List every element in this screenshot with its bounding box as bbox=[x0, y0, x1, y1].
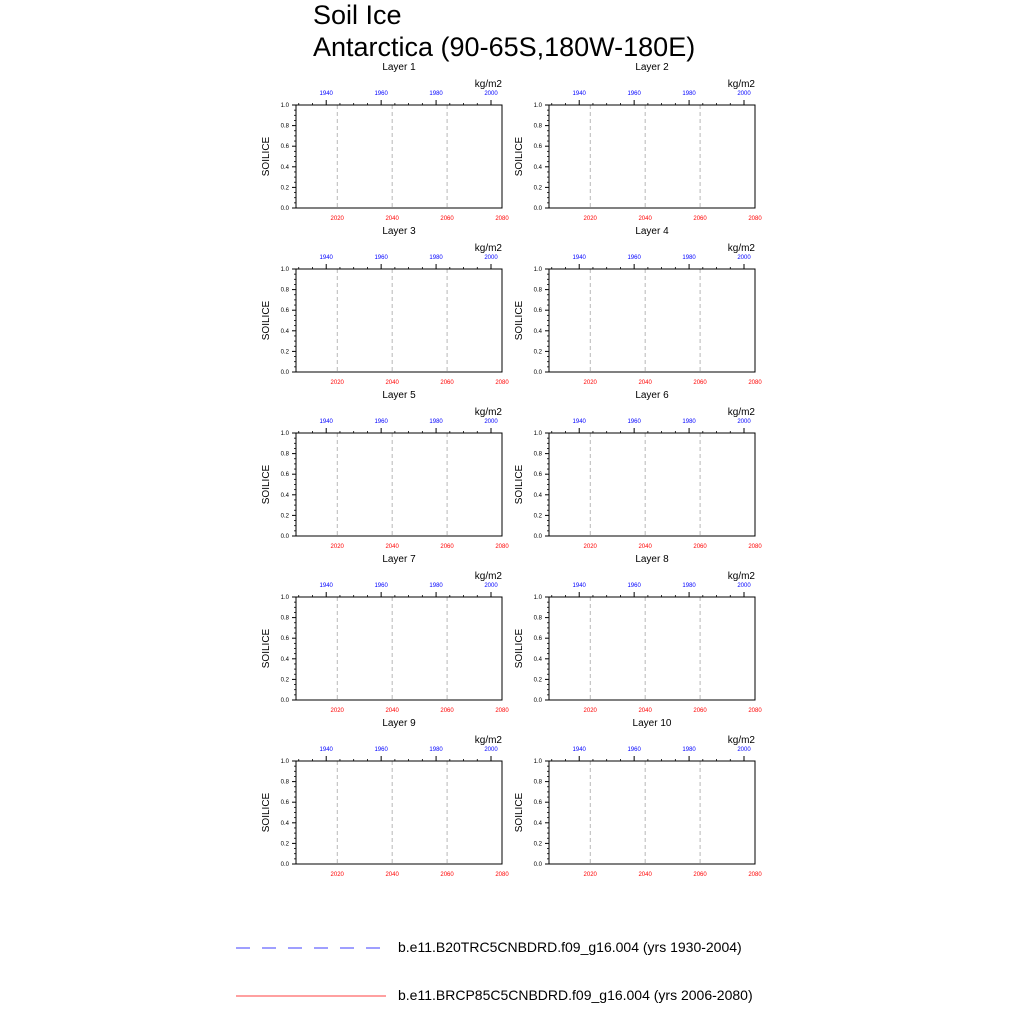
x-bottom-tick-label: 2020 bbox=[583, 708, 597, 714]
y-axis-label: SOILICE bbox=[261, 792, 272, 833]
y-tick-label: 0.2 bbox=[280, 677, 289, 684]
x-top-tick-label: 2000 bbox=[484, 419, 498, 425]
x-top-tick-label: 1940 bbox=[572, 583, 586, 589]
y-tick-label: 0.0 bbox=[280, 370, 289, 376]
y-tick-label: 0.6 bbox=[533, 636, 542, 643]
x-bottom-tick-label: 2080 bbox=[748, 216, 762, 222]
panel-title: Layer 3 bbox=[382, 226, 416, 237]
y-axis-label: SOILICE bbox=[514, 464, 525, 505]
y-tick-label: 1.0 bbox=[280, 759, 289, 765]
x-bottom-tick-label: 2080 bbox=[495, 216, 509, 222]
x-top-tick-label: 1960 bbox=[627, 747, 641, 753]
units-label: kg/m2 bbox=[727, 735, 755, 746]
panel-title: Layer 10 bbox=[632, 718, 672, 729]
units-label: kg/m2 bbox=[727, 79, 755, 90]
x-bottom-tick-label: 2080 bbox=[495, 544, 509, 550]
x-bottom-tick-label: 2060 bbox=[693, 708, 707, 714]
y-tick-label: 0.8 bbox=[280, 779, 289, 786]
x-bottom-tick-label: 2060 bbox=[440, 708, 454, 714]
units-label: kg/m2 bbox=[474, 243, 502, 254]
y-tick-label: 0.4 bbox=[533, 656, 542, 663]
x-top-tick-label: 2000 bbox=[484, 583, 498, 589]
x-bottom-tick-label: 2040 bbox=[638, 872, 652, 878]
y-axis-label: SOILICE bbox=[261, 136, 272, 177]
units-label: kg/m2 bbox=[474, 571, 502, 582]
x-top-tick-label: 2000 bbox=[737, 91, 751, 97]
panel-title: Layer 1 bbox=[382, 62, 416, 73]
y-tick-label: 0.2 bbox=[280, 841, 289, 848]
y-tick-label: 0.2 bbox=[533, 185, 542, 192]
y-tick-label: 0.8 bbox=[533, 287, 542, 294]
y-tick-label: 0.8 bbox=[280, 123, 289, 130]
y-tick-label: 0.0 bbox=[280, 862, 289, 868]
y-tick-label: 1.0 bbox=[533, 103, 542, 109]
x-top-tick-label: 1940 bbox=[319, 255, 333, 261]
y-axis-label: SOILICE bbox=[261, 464, 272, 505]
x-bottom-tick-label: 2080 bbox=[495, 708, 509, 714]
y-tick-label: 0.8 bbox=[533, 123, 542, 130]
y-tick-label: 0.0 bbox=[533, 534, 542, 540]
y-tick-label: 1.0 bbox=[533, 431, 542, 437]
y-tick-label: 1.0 bbox=[280, 103, 289, 109]
y-axis-label: SOILICE bbox=[261, 628, 272, 669]
units-label: kg/m2 bbox=[727, 407, 755, 418]
y-tick-label: 1.0 bbox=[280, 431, 289, 437]
x-top-tick-label: 1980 bbox=[682, 91, 696, 97]
x-top-tick-label: 2000 bbox=[737, 419, 751, 425]
panel-title: Layer 5 bbox=[382, 390, 416, 401]
x-top-tick-label: 2000 bbox=[484, 747, 498, 753]
x-top-tick-label: 1960 bbox=[627, 583, 641, 589]
y-tick-label: 0.8 bbox=[533, 779, 542, 786]
y-tick-label: 1.0 bbox=[533, 759, 542, 765]
x-top-tick-label: 1940 bbox=[572, 419, 586, 425]
x-bottom-tick-label: 2080 bbox=[748, 872, 762, 878]
x-bottom-tick-label: 2060 bbox=[693, 872, 707, 878]
x-bottom-tick-label: 2040 bbox=[638, 708, 652, 714]
y-tick-label: 0.2 bbox=[280, 185, 289, 192]
x-top-tick-label: 1980 bbox=[429, 583, 443, 589]
y-axis-label: SOILICE bbox=[514, 628, 525, 669]
x-bottom-tick-label: 2020 bbox=[583, 216, 597, 222]
x-bottom-tick-label: 2040 bbox=[638, 380, 652, 386]
y-tick-label: 0.4 bbox=[533, 820, 542, 827]
y-tick-label: 1.0 bbox=[533, 267, 542, 273]
x-bottom-tick-label: 2080 bbox=[748, 544, 762, 550]
x-bottom-tick-label: 2060 bbox=[440, 380, 454, 386]
y-tick-label: 0.6 bbox=[533, 472, 542, 479]
x-top-tick-label: 1980 bbox=[429, 91, 443, 97]
x-bottom-tick-label: 2020 bbox=[330, 708, 344, 714]
panel-title: Layer 7 bbox=[382, 554, 416, 565]
y-tick-label: 0.2 bbox=[533, 841, 542, 848]
chart-subtitle: Antarctica (90-65S,180W-180E) bbox=[313, 32, 696, 62]
y-tick-label: 0.6 bbox=[533, 144, 542, 151]
x-bottom-tick-label: 2080 bbox=[748, 708, 762, 714]
x-bottom-tick-label: 2020 bbox=[583, 544, 597, 550]
y-tick-label: 0.4 bbox=[280, 656, 289, 663]
x-top-tick-label: 2000 bbox=[484, 255, 498, 261]
y-tick-label: 0.4 bbox=[533, 164, 542, 171]
panel-title: Layer 9 bbox=[382, 718, 416, 729]
y-tick-label: 0.0 bbox=[280, 206, 289, 212]
y-tick-label: 0.8 bbox=[280, 615, 289, 622]
y-tick-label: 0.4 bbox=[280, 820, 289, 827]
panel-title: Layer 8 bbox=[635, 554, 669, 565]
y-tick-label: 0.0 bbox=[280, 534, 289, 540]
x-bottom-tick-label: 2060 bbox=[440, 216, 454, 222]
x-bottom-tick-label: 2080 bbox=[748, 380, 762, 386]
legend-label-2: b.e11.BRCP85C5CNBDRD.f09_g16.004 (yrs 2006-2080) bbox=[398, 987, 753, 1003]
y-tick-label: 0.6 bbox=[280, 144, 289, 151]
y-tick-label: 1.0 bbox=[533, 595, 542, 601]
x-bottom-tick-label: 2020 bbox=[583, 380, 597, 386]
x-bottom-tick-label: 2040 bbox=[638, 544, 652, 550]
x-top-tick-label: 1980 bbox=[429, 747, 443, 753]
y-tick-label: 0.8 bbox=[280, 451, 289, 458]
x-bottom-tick-label: 2020 bbox=[330, 544, 344, 550]
units-label: kg/m2 bbox=[474, 79, 502, 90]
y-tick-label: 0.0 bbox=[533, 370, 542, 376]
x-bottom-tick-label: 2060 bbox=[693, 380, 707, 386]
units-label: kg/m2 bbox=[727, 571, 755, 582]
y-tick-label: 0.8 bbox=[533, 451, 542, 458]
y-tick-label: 0.4 bbox=[280, 164, 289, 171]
x-top-tick-label: 1980 bbox=[682, 747, 696, 753]
y-tick-label: 0.6 bbox=[533, 308, 542, 315]
y-tick-label: 1.0 bbox=[280, 595, 289, 601]
y-tick-label: 0.6 bbox=[280, 636, 289, 643]
x-top-tick-label: 2000 bbox=[484, 91, 498, 97]
x-top-tick-label: 2000 bbox=[737, 255, 751, 261]
y-axis-label: SOILICE bbox=[514, 300, 525, 341]
x-top-tick-label: 1940 bbox=[319, 583, 333, 589]
units-label: kg/m2 bbox=[474, 407, 502, 418]
x-bottom-tick-label: 2040 bbox=[385, 708, 399, 714]
x-top-tick-label: 1960 bbox=[374, 255, 388, 261]
y-tick-label: 0.6 bbox=[280, 308, 289, 315]
y-tick-label: 1.0 bbox=[280, 267, 289, 273]
y-axis-label: SOILICE bbox=[261, 300, 272, 341]
x-top-tick-label: 1940 bbox=[572, 747, 586, 753]
y-tick-label: 0.4 bbox=[533, 492, 542, 499]
x-bottom-tick-label: 2020 bbox=[330, 216, 344, 222]
x-top-tick-label: 1980 bbox=[682, 419, 696, 425]
x-top-tick-label: 2000 bbox=[737, 747, 751, 753]
x-bottom-tick-label: 2080 bbox=[495, 872, 509, 878]
y-tick-label: 0.4 bbox=[280, 492, 289, 499]
x-bottom-tick-label: 2040 bbox=[385, 544, 399, 550]
x-bottom-tick-label: 2060 bbox=[440, 544, 454, 550]
x-top-tick-label: 2000 bbox=[737, 583, 751, 589]
x-bottom-tick-label: 2040 bbox=[385, 380, 399, 386]
y-tick-label: 0.0 bbox=[280, 698, 289, 704]
x-top-tick-label: 1940 bbox=[572, 91, 586, 97]
y-tick-label: 0.2 bbox=[280, 513, 289, 520]
y-tick-label: 0.6 bbox=[280, 800, 289, 807]
x-bottom-tick-label: 2060 bbox=[693, 544, 707, 550]
x-top-tick-label: 1960 bbox=[627, 255, 641, 261]
x-top-tick-label: 1940 bbox=[572, 255, 586, 261]
y-tick-label: 0.8 bbox=[533, 615, 542, 622]
x-top-tick-label: 1960 bbox=[374, 583, 388, 589]
x-bottom-tick-label: 2040 bbox=[385, 216, 399, 222]
panel-title: Layer 2 bbox=[635, 62, 669, 73]
x-top-tick-label: 1940 bbox=[319, 419, 333, 425]
panel-title: Layer 4 bbox=[635, 226, 669, 237]
x-top-tick-label: 1960 bbox=[374, 747, 388, 753]
y-tick-label: 0.2 bbox=[533, 677, 542, 684]
x-top-tick-label: 1960 bbox=[627, 91, 641, 97]
y-axis-label: SOILICE bbox=[514, 136, 525, 177]
x-bottom-tick-label: 2020 bbox=[583, 872, 597, 878]
x-top-tick-label: 1960 bbox=[374, 419, 388, 425]
x-bottom-tick-label: 2040 bbox=[385, 872, 399, 878]
x-top-tick-label: 1940 bbox=[319, 91, 333, 97]
x-bottom-tick-label: 2080 bbox=[495, 380, 509, 386]
x-bottom-tick-label: 2020 bbox=[330, 380, 344, 386]
y-axis-label: SOILICE bbox=[514, 792, 525, 833]
x-top-tick-label: 1960 bbox=[627, 419, 641, 425]
y-tick-label: 0.0 bbox=[533, 206, 542, 212]
panel-title: Layer 6 bbox=[635, 390, 669, 401]
legend-label-1: b.e11.B20TRC5CNBDRD.f09_g16.004 (yrs 1930-2004) bbox=[398, 939, 742, 955]
x-bottom-tick-label: 2040 bbox=[638, 216, 652, 222]
y-tick-label: 0.4 bbox=[533, 328, 542, 335]
y-tick-label: 0.6 bbox=[280, 472, 289, 479]
x-top-tick-label: 1980 bbox=[682, 583, 696, 589]
x-bottom-tick-label: 2060 bbox=[440, 872, 454, 878]
units-label: kg/m2 bbox=[727, 243, 755, 254]
x-top-tick-label: 1980 bbox=[429, 419, 443, 425]
units-label: kg/m2 bbox=[474, 735, 502, 746]
x-bottom-tick-label: 2020 bbox=[330, 872, 344, 878]
x-top-tick-label: 1980 bbox=[429, 255, 443, 261]
y-tick-label: 0.2 bbox=[533, 513, 542, 520]
y-tick-label: 0.0 bbox=[533, 698, 542, 704]
y-tick-label: 0.8 bbox=[280, 287, 289, 294]
x-top-tick-label: 1980 bbox=[682, 255, 696, 261]
chart-title: Soil Ice bbox=[313, 0, 402, 30]
x-top-tick-label: 1940 bbox=[319, 747, 333, 753]
y-tick-label: 0.4 bbox=[280, 328, 289, 335]
y-tick-label: 0.0 bbox=[533, 862, 542, 868]
y-tick-label: 0.2 bbox=[533, 349, 542, 356]
y-tick-label: 0.6 bbox=[533, 800, 542, 807]
y-tick-label: 0.2 bbox=[280, 349, 289, 356]
x-top-tick-label: 1960 bbox=[374, 91, 388, 97]
x-bottom-tick-label: 2060 bbox=[693, 216, 707, 222]
